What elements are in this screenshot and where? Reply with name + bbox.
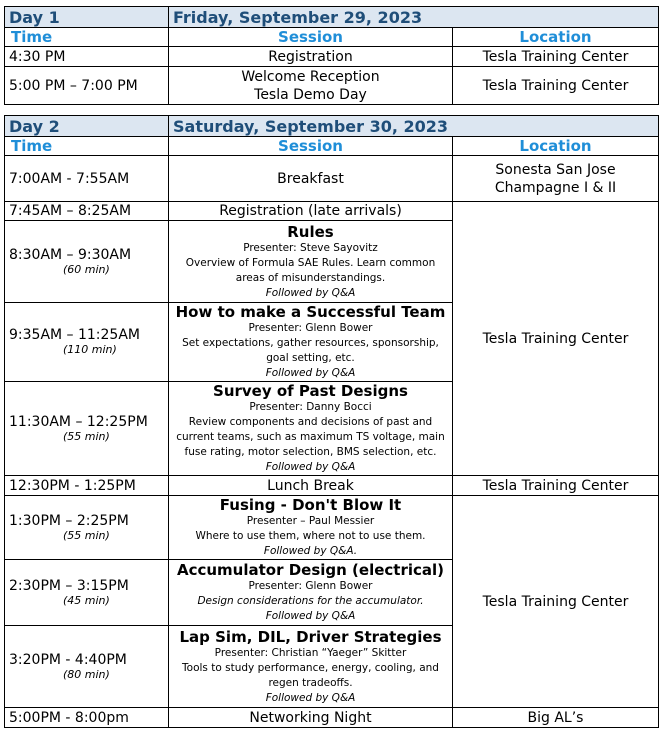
presenter: Presenter: Steve Sayovitz [243,241,378,254]
day2-time-header: Time [5,137,169,156]
row-time [5,496,169,560]
row-location: Tesla Training Center [453,67,659,105]
description: Review components and decisions of past and current teams, such as maximum TS voltage, main fuse rating, motor selection, BMS selection, etc. [176,416,445,458]
row-time: 7:45AM – 8:25AM [5,202,169,221]
row-session [169,303,453,382]
presenter: Presenter: Glenn Bower [248,322,373,334]
day1-date: Friday, September 29, 2023 [169,7,659,28]
day1-location-header: Location [453,28,659,47]
followup: Followed by Q&A [265,461,356,473]
session-title: Rules [287,222,334,241]
row-time [5,221,169,303]
row-session [169,382,453,476]
table-row [5,67,659,105]
row-session: Registration [169,47,453,67]
table-row [5,156,659,202]
session-line: Tesla Demo Day [254,86,367,103]
description: Tools to study performance, energy, cooling, and regen tradeoffs. [182,661,439,689]
row-session: Registration (late arrivals) [169,202,453,221]
presenter: Presenter: Glenn Bower [248,580,373,592]
duration: (55 min) [63,528,110,542]
followup: Followed by Q&A. [263,545,358,557]
day2-location-header: Location [453,137,659,156]
followup: Followed by Q&A [265,286,356,299]
row-session [169,560,453,626]
row-time [5,303,169,382]
day1-time-header: Time [5,28,169,47]
day1-column-headers [5,28,659,47]
presenter: Presenter – Paul Messier [246,515,375,527]
day2-label: Day 2 [5,116,169,137]
day2-column-headers [5,137,659,156]
session-title: Survey of Past Designs [213,382,408,400]
row-session [169,221,453,303]
duration: (60 min) [63,262,110,276]
row-session: Lunch Break [169,476,453,496]
duration: (80 min) [63,667,110,681]
row-session: Networking Night [169,708,453,728]
row-session: Breakfast [169,156,453,202]
row-time [5,382,169,476]
row-session [169,496,453,560]
location-line: Sonesta San Jose [495,161,616,178]
session-title: How to make a Successful Team [175,303,446,321]
session-line: Welcome Reception [241,68,380,85]
row-location: Tesla Training Center [453,47,659,67]
session-title: Accumulator Design (electrical) [176,561,445,579]
row-time: 7:00AM - 7:55AM [5,156,169,202]
row-location: Big AL’s [453,708,659,728]
table-row [5,47,659,67]
session-title: Lap Sim, DIL, Driver Strategies [179,627,442,646]
description: Where to use them, where not to use them. [195,530,426,542]
description: Overview of Formula SAE Rules. Learn common areas of misunderstandings. [185,256,436,284]
location-line: Champagne I & II [494,179,617,196]
row-time [5,560,169,626]
row-location: Tesla Training Center [453,476,659,496]
row-time: 5:00 PM – 7:00 PM [5,67,169,105]
row-session [169,67,453,105]
row-session [169,626,453,708]
day1-schedule-table [4,6,659,105]
row-location: Tesla Training Center [453,496,659,708]
table-row [5,496,659,560]
row-time: 12:30PM - 1:25PM [5,476,169,496]
time-range: 8:30AM – 9:30AM [9,246,132,263]
day2-schedule-table [4,115,659,728]
duration: (110 min) [63,343,117,356]
day1-label: Day 1 [5,7,169,28]
time-range: 2:30PM – 3:15PM [9,577,129,594]
duration: (45 min) [63,593,110,607]
day2-date: Saturday, September 30, 2023 [169,116,659,137]
time-range: 3:20PM - 4:40PM [9,651,127,668]
description: Design considerations for the accumulator. [197,595,424,607]
day1-header-row [5,7,659,28]
description: Set expectations, gather resources, sponsorship, goal setting, etc. [182,337,439,364]
day2-session-header: Session [169,137,453,156]
followup: Followed by Q&A [265,610,356,622]
time-range: 11:30AM – 12:25PM [9,413,148,430]
presenter: Presenter: Danny Bocci [249,401,372,413]
time-range: 9:35AM – 11:25AM [9,327,140,343]
row-time [5,626,169,708]
day1-session-header: Session [169,28,453,47]
session-title: Fusing - Don't Blow It [219,496,402,514]
row-time: 5:00PM - 8:00pm [5,708,169,728]
table-row [5,202,659,221]
followup: Followed by Q&A [265,367,356,379]
row-location [453,156,659,202]
table-row [5,476,659,496]
time-range: 1:30PM – 2:25PM [9,512,129,529]
duration: (55 min) [63,429,110,443]
table-row [5,708,659,728]
presenter: Presenter: Christian “Yaeger” Skitter [214,646,407,659]
followup: Followed by Q&A [265,691,356,704]
day2-header-row [5,116,659,137]
row-time: 4:30 PM [5,47,169,67]
row-location: Tesla Training Center [453,202,659,476]
